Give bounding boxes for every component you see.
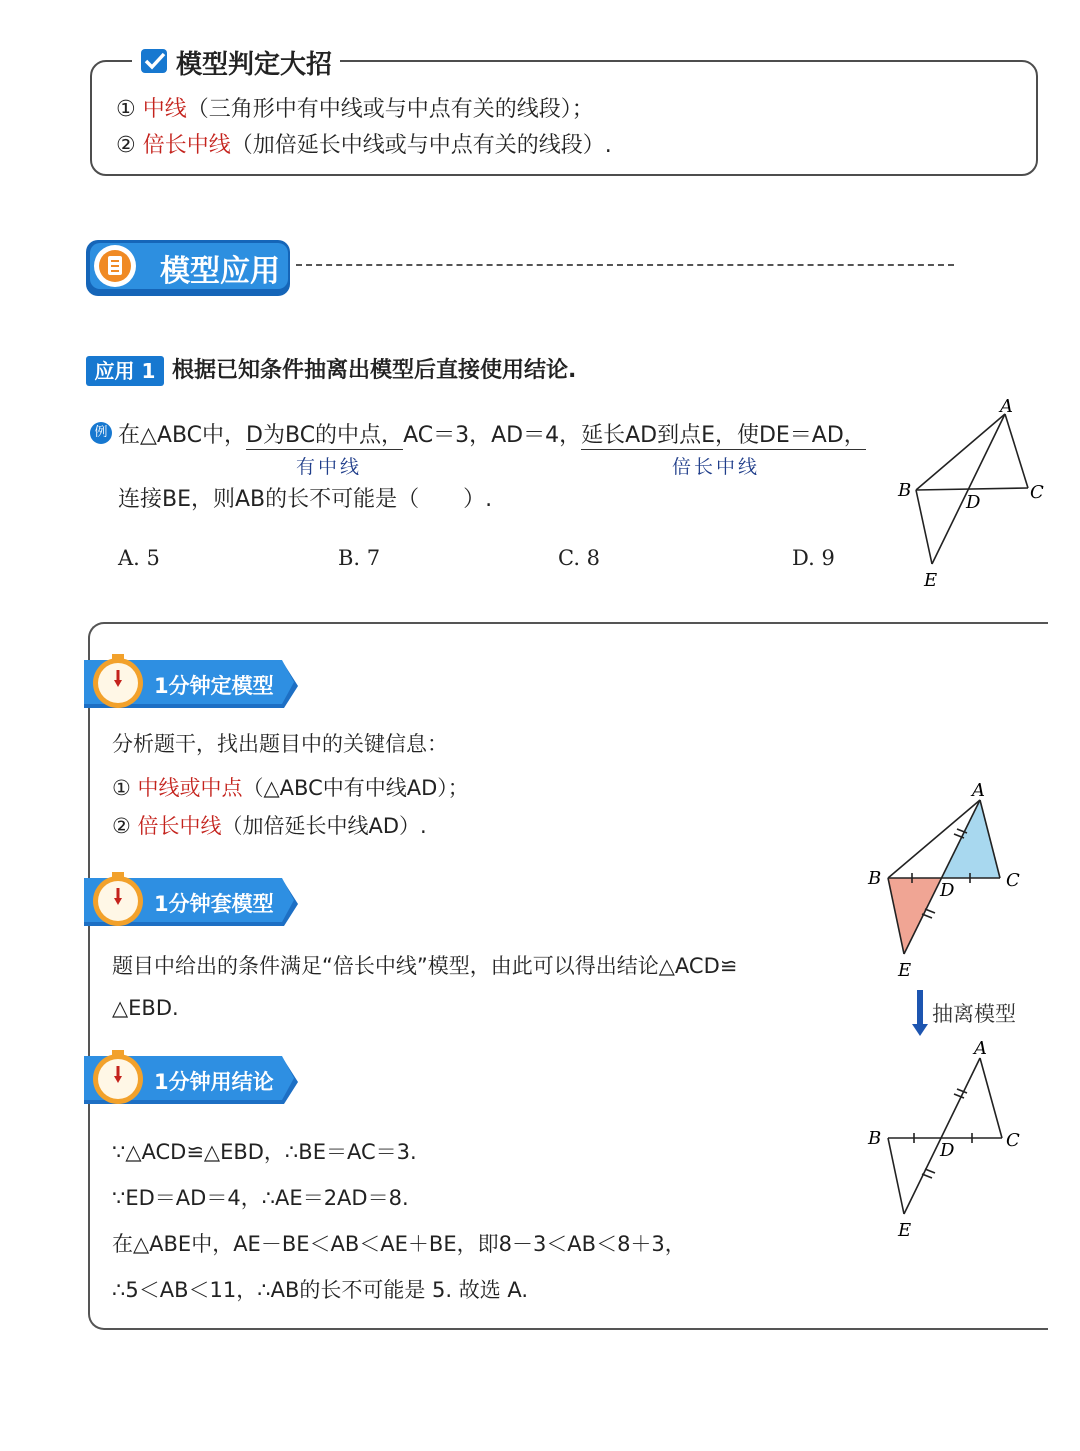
application-heading: 根据已知条件抽离出模型后直接使用结论. <box>172 358 577 383</box>
step-title-2: 1分钟套模型 <box>154 892 274 916</box>
step3-line-1: ∵△ACD≌△EBD，∴BE＝AC＝3. <box>112 1140 417 1164</box>
fig3-label-A: A <box>974 1038 987 1059</box>
section-divider <box>296 264 954 266</box>
fig2-label-B: B <box>868 868 882 889</box>
question-line-1: 在△ABC中，D为BC的中点，AC＝3，AD＝4，延长AD到点E，使DE＝AD， <box>118 418 866 450</box>
judgement-title: 模型判定大招 <box>176 49 333 80</box>
step2-line-1: 题目中给出的条件满足“倍长中线”模型，由此可以得出结论△ACD≌ <box>112 954 738 978</box>
fig2-label-E: E <box>898 960 912 981</box>
choice-d[interactable]: D. 9 <box>792 546 835 570</box>
fig3-label-E: E <box>898 1220 912 1241</box>
choice-a[interactable]: A. 5 <box>118 546 160 570</box>
extract-model-label: 抽离模型 <box>932 1002 1016 1026</box>
fig3-label-B: B <box>868 1128 882 1149</box>
fig2-label-D: D <box>940 880 955 901</box>
annotation-median: 有中线 <box>296 456 363 478</box>
label-E: E <box>924 570 938 591</box>
step2-line-2: △EBD. <box>112 996 179 1020</box>
step1-item-2: ② 倍长中线（加倍延长中线AD）. <box>112 814 427 838</box>
down-arrow-icon <box>912 990 928 1036</box>
step3-line-2: ∵ED＝AD＝4，∴AE＝2AD＝8. <box>112 1186 409 1210</box>
section-title: 模型应用 <box>160 254 280 289</box>
step3-line-4: ∴5＜AB＜11，∴AB的长不可能是 5. 故选 A. <box>112 1278 529 1302</box>
step3-line-3: 在△ABE中，AE－BE＜AB＜AE＋BE，即8－3＜AB＜8＋3， <box>112 1232 686 1256</box>
example-icon: 例 <box>90 422 112 444</box>
triangle-figure-2 <box>862 776 1032 986</box>
step-title-1: 1分钟定模型 <box>154 674 274 698</box>
choice-b[interactable]: B. 7 <box>338 546 381 570</box>
judgement-line-1: ① 中线（三角形中有中线或与中点有关的线段）； <box>116 97 594 122</box>
step1-intro: 分析题干，找出题目中的关键信息： <box>112 732 448 756</box>
label-A: A <box>1000 396 1013 417</box>
label-C: C <box>1030 482 1044 503</box>
judgement-line-2: ② 倍长中线（加倍延长中线或与中点有关的线段）. <box>116 133 612 158</box>
fig2-label-A: A <box>972 780 985 801</box>
triangle-figure-3 <box>862 1036 1032 1246</box>
question-line-2: 连接BE，则AB的长不可能是（ ）. <box>118 487 493 512</box>
label-B: B <box>898 480 912 501</box>
fig3-label-D: D <box>940 1140 955 1161</box>
application-tag: 应用 1 <box>86 356 164 386</box>
fig3-label-C: C <box>1006 1130 1020 1151</box>
judgement-header <box>132 44 340 80</box>
step-title-3: 1分钟用结论 <box>154 1070 274 1094</box>
label-D: D <box>966 492 981 513</box>
annotation-double-median: 倍长中线 <box>672 456 761 478</box>
choice-c[interactable]: C. 8 <box>558 546 601 570</box>
check-icon <box>140 48 170 76</box>
triangle-figure-1 <box>888 392 1048 592</box>
step1-item-1: ① 中线或中点（△ABC中有中线AD）； <box>112 776 469 800</box>
fig2-label-C: C <box>1006 870 1020 891</box>
